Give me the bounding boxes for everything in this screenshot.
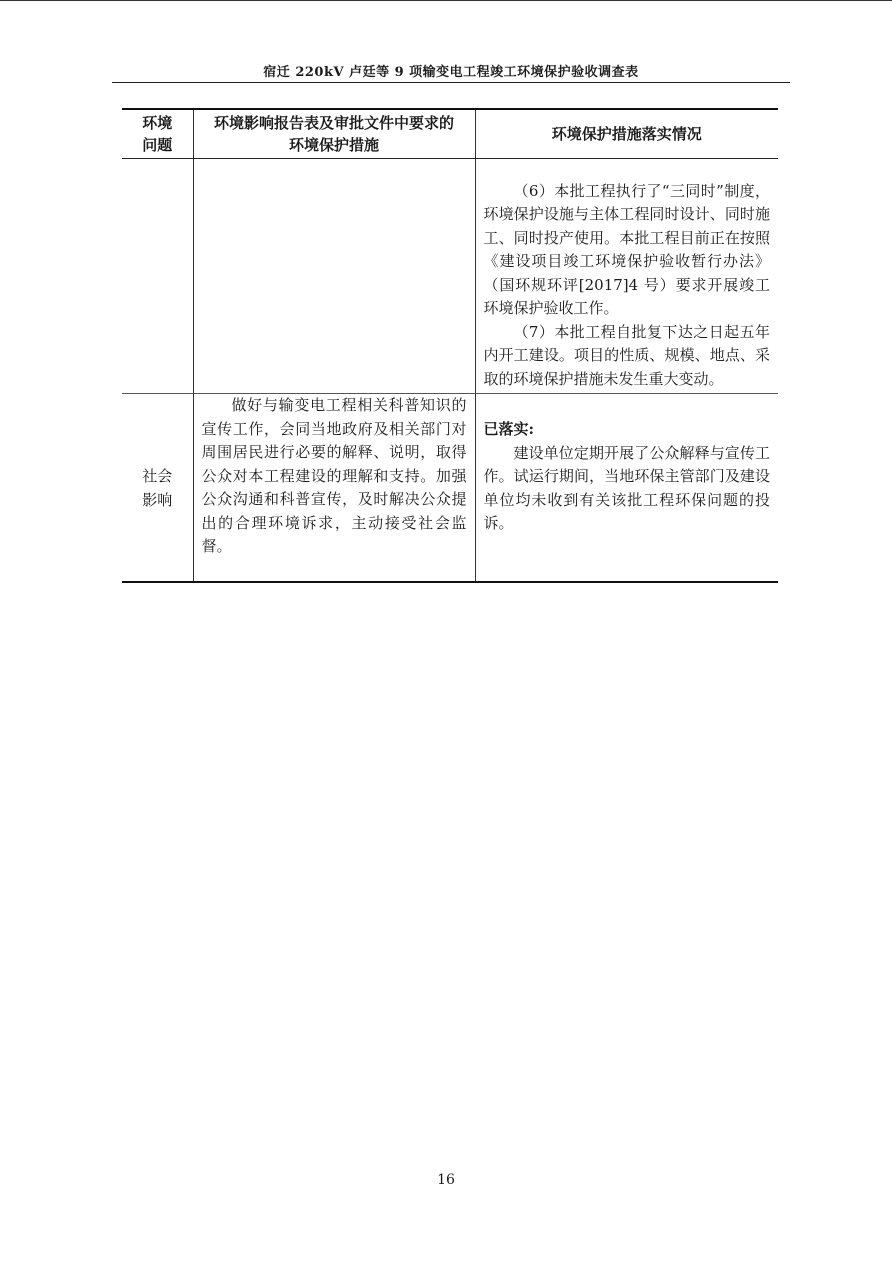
header-rule [112, 82, 790, 83]
table-row [122, 159, 778, 394]
environment-measures-table [122, 108, 778, 583]
page-top-border [0, 0, 892, 1]
row-implementation [475, 159, 778, 394]
row-category: 社会 影响 [122, 394, 193, 583]
column-header-requirement: 环境影响报告表及审批文件中要求的 环境保护措施 [193, 109, 475, 159]
row-requirement [193, 394, 475, 583]
page-number: 16 [437, 1172, 455, 1188]
row-category [122, 159, 193, 394]
document-header-title: 宿迁 220kV 卢廷等 9 项输变电工程竣工环境保护验收调查表 [263, 65, 639, 80]
requirement-paragraph: 做好与输变电工程相关科普知识的宣传工作，会同当地政府及相关部门对周围居民进行必要的解释、说明，取得公众对本工程建设的理解和支持。加强公众沟通和科普宣传，及时解决公众提出的合理环境诉求，主动接受社会监督。 [201, 396, 467, 555]
table-row [122, 394, 778, 583]
row-requirement [193, 159, 475, 394]
implementation-paragraph: 建设单位定期开展了公众解释与宣传工作。试运行期间，当地环保主管部门及建设单位均未收到有关该批工程环保问题的投诉。 [483, 443, 770, 532]
implementation-status: 已落实: [483, 420, 535, 438]
implementation-paragraph: （7）本批工程自批复下达之日起五年内开工建设。项目的性质、规模、地点、采取的环境保护措施未发生重大变动。 [483, 322, 770, 388]
column-header-implementation: 环境保护措施落实情况 [475, 109, 778, 159]
implementation-paragraph: （6）本批工程执行了“三同时”制度，环境保护设施与主体工程同时设计、同时施工、同时投产使用。本批工程目前正在按照《建设项目竣工环境保护验收暂行办法》（国环规环评[2017]4 号）要求开展竣工环境保护验收工作。 [483, 181, 770, 317]
table-header-row [122, 109, 778, 159]
column-header-issue: 环境 问题 [122, 109, 193, 159]
row-implementation [475, 394, 778, 583]
